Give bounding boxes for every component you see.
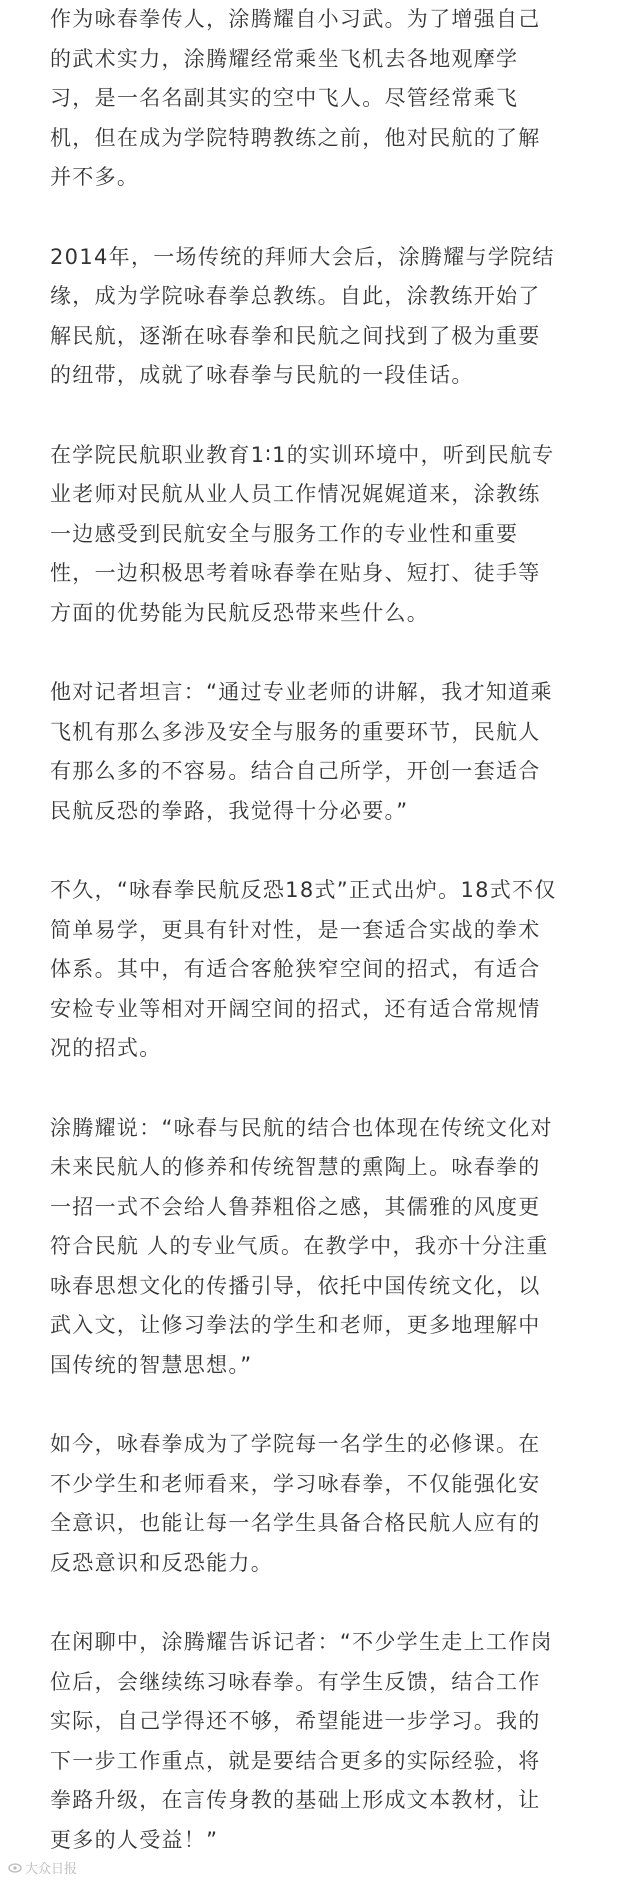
article-paragraph — [50, 238, 598, 396]
paragraph-line: 如今，咏春拳成为了学院每一名学生的必修课。在 — [50, 1432, 541, 1456]
paragraph-line: 体系。其中，有适合客舱狭窄空间的招式，有适合 — [50, 957, 541, 981]
paragraph-line: 不久，“咏春拳民航反恐18式”正式出炉。18式不仅 — [50, 878, 557, 902]
article-paragraph — [50, 1425, 598, 1583]
paragraph-line: 在学院民航职业教育1∶1的实训环境中，听到民航专 — [50, 442, 555, 467]
paragraph-line: 涂腾耀说：“咏春与民航的结合也体现在传统文化对 — [50, 1115, 553, 1140]
paragraph-line: 的纽带，成就了咏春拳与民航的一段佳话。 — [50, 363, 474, 387]
paragraph-line: 的武术实力，涂腾耀经常乘坐飞机去各地观摩学 — [50, 46, 519, 71]
paragraph-gap — [50, 1069, 598, 1109]
paragraph-line: 民航反恐的拳路，我觉得十分必要。” — [50, 798, 409, 823]
paragraph-line: 下一步工作重点，就是要结合更多的实际经验，将 — [50, 1748, 541, 1773]
paragraph-line: 简单易学，更具有针对性，是一套适合实战的拳术 — [50, 917, 541, 942]
paragraph-line: 武入文，让修习拳法的学生和老师，更多地理解中 — [50, 1313, 541, 1337]
paragraph-line: 有那么多的不容易。结合自己所学，开创一套适合 — [50, 759, 541, 783]
paragraph-line: 拳路升级，在言传身教的基础上形成文本教材，让 — [50, 1788, 541, 1812]
paragraph-line: 国传统的智慧思想。” — [50, 1352, 253, 1377]
article-paragraph — [50, 0, 598, 198]
paragraph-gap — [50, 1583, 598, 1623]
paragraph-line: 习，是一名名副其实的空中飞人。尽管经常乘飞 — [50, 86, 519, 110]
paragraph-line: 解民航，逐渐在咏春拳和民航之间找到了极为重要 — [50, 323, 541, 348]
paragraph-gap — [50, 1385, 598, 1425]
paragraph-line: 反恐意识和反恐能力。 — [50, 1550, 273, 1575]
paragraph-line: 未来民航人的修养和传统智慧的熏陶上。咏春拳的 — [50, 1155, 541, 1179]
paragraph-line: 作为咏春拳传人，涂腾耀自小习武。为了增强自己 — [50, 7, 541, 31]
paragraph-gap — [50, 831, 598, 871]
article-paragraph — [50, 1109, 598, 1386]
paragraph-line: 实际，自己学得还不够，希望能进一步学习。我的 — [50, 1709, 541, 1733]
paragraph-line: 不少学生和老师看来，学习咏春拳，不仅能强化安 — [50, 1471, 541, 1496]
paragraph-line: 缘，成为学院咏春拳总教练。自此，涂教练开始了 — [50, 284, 541, 308]
article-paragraph — [50, 436, 598, 634]
paragraph-line: 全意识，也能让每一名学生具备合格民航人应有的 — [50, 1511, 541, 1535]
paragraph-gap — [50, 198, 598, 238]
weibo-eye-icon — [8, 1862, 22, 1873]
paragraph-gap — [50, 633, 598, 673]
paragraph-line: 在闲聊中，涂腾耀告诉记者：“不少学生走上工作岗 — [50, 1630, 553, 1654]
paragraph-line: 他对记者坦言：“通过专业老师的讲解，我才知道乘 — [50, 680, 553, 704]
paragraph-gap — [50, 396, 598, 436]
paragraph-line: 一边感受到民航安全与服务工作的专业性和重要 — [50, 521, 519, 546]
paragraph-line: 咏春思想文化的传播引导，依托中国传统文化，以 — [50, 1273, 541, 1298]
paragraph-line: 2014年，一场传统的拜师大会后，涂腾耀与学院结 — [50, 244, 555, 269]
paragraph-line: 位后，会继续练习咏春拳。有学生反馈，结合工作 — [50, 1669, 541, 1694]
paragraph-line: 业老师对民航从业人员工作情况娓娓道来，涂教练 — [50, 482, 541, 506]
article-paragraph — [50, 673, 598, 831]
paragraph-line: 一招一式不会给人鲁莽粗俗之感，其儒雅的风度更 — [50, 1194, 541, 1219]
watermark — [8, 1858, 77, 1877]
article-body — [50, 0, 598, 1860]
paragraph-line: 性，一边积极思考着咏春拳在贴身、短打、徒手等 — [50, 561, 541, 585]
paragraph-line: 符合民航 人的专业气质。在教学中，我亦十分注重 — [50, 1234, 549, 1258]
paragraph-line: 并不多。 — [50, 165, 140, 189]
paragraph-line: 更多的人受益！” — [50, 1827, 219, 1852]
paragraph-line: 机，但在成为学院特聘教练之前，他对民航的了解 — [50, 125, 541, 150]
paragraph-line: 安检专业等相对开阔空间的招式，还有适合常规情 — [50, 996, 541, 1021]
paragraph-line: 方面的优势能为民航反恐带来些什么。 — [50, 600, 430, 625]
article-paragraph — [50, 1623, 598, 1860]
paragraph-line: 况的招式。 — [50, 1036, 162, 1060]
watermark-text: 大众日报 — [25, 1862, 78, 1877]
paragraph-line: 飞机有那么多涉及安全与服务的重要环节，民航人 — [50, 719, 541, 744]
article-paragraph — [50, 871, 598, 1069]
